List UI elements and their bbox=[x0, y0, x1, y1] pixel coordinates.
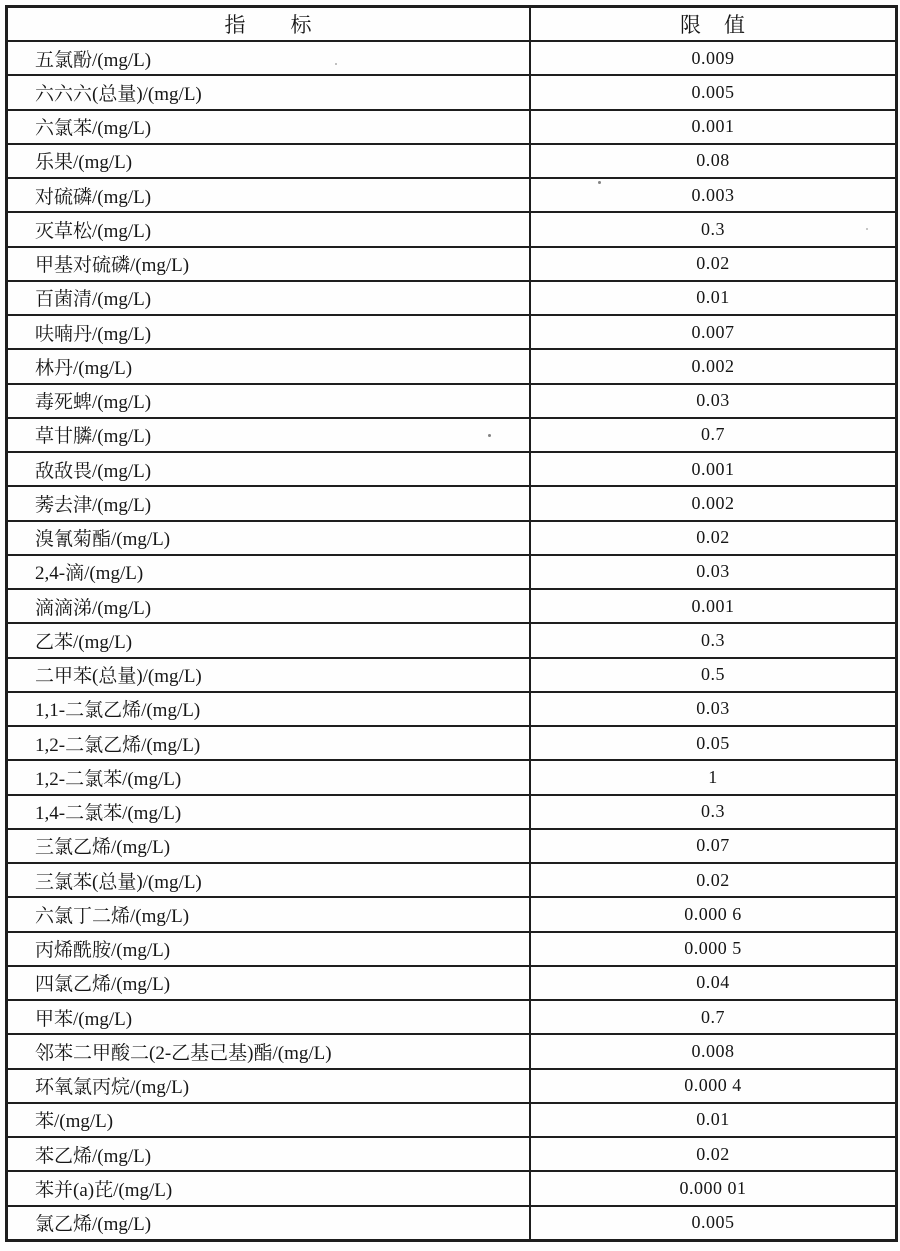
table-row bbox=[7, 1034, 897, 1068]
table-row bbox=[7, 966, 897, 1000]
table-row bbox=[7, 658, 897, 692]
table-row bbox=[7, 212, 897, 246]
table-row bbox=[7, 863, 897, 897]
indicator-cell: 1,1-二氯乙烯/(mg/L) bbox=[7, 692, 531, 726]
limit-cell: 0.000 4 bbox=[530, 1069, 897, 1103]
limit-cell: 0.3 bbox=[530, 212, 897, 246]
limit-cell: 0.03 bbox=[530, 555, 897, 589]
limit-cell: 0.002 bbox=[530, 486, 897, 520]
limit-cell: 0.02 bbox=[530, 863, 897, 897]
indicator-cell: 六氯苯/(mg/L) bbox=[7, 110, 531, 144]
limit-cell: 0.005 bbox=[530, 75, 897, 109]
table-row bbox=[7, 589, 897, 623]
table-row bbox=[7, 144, 897, 178]
table-row bbox=[7, 623, 897, 657]
table-row bbox=[7, 795, 897, 829]
limit-cell: 0.01 bbox=[530, 281, 897, 315]
limit-cell: 0.3 bbox=[530, 795, 897, 829]
limit-cell: 0.003 bbox=[530, 178, 897, 212]
scan-speck bbox=[866, 228, 868, 230]
indicator-cell: 1,2-二氯乙烯/(mg/L) bbox=[7, 726, 531, 760]
indicator-cell: 呋喃丹/(mg/L) bbox=[7, 315, 531, 349]
indicator-cell: 敌敌畏/(mg/L) bbox=[7, 452, 531, 486]
table-row bbox=[7, 247, 897, 281]
indicator-cell: 氯乙烯/(mg/L) bbox=[7, 1206, 531, 1241]
limit-cell: 0.009 bbox=[530, 41, 897, 75]
limit-cell: 0.07 bbox=[530, 829, 897, 863]
limit-cell: 0.02 bbox=[530, 247, 897, 281]
indicator-cell: 1,2-二氯苯/(mg/L) bbox=[7, 760, 531, 794]
indicator-cell: 草甘膦/(mg/L) bbox=[7, 418, 531, 452]
limit-cell: 0.3 bbox=[530, 623, 897, 657]
limit-cell: 0.008 bbox=[530, 1034, 897, 1068]
limit-cell: 0.08 bbox=[530, 144, 897, 178]
table-row bbox=[7, 760, 897, 794]
indicator-cell: 对硫磷/(mg/L) bbox=[7, 178, 531, 212]
limit-cell: 0.03 bbox=[530, 692, 897, 726]
column-header-indicator: 指 标 bbox=[7, 7, 531, 42]
indicator-cell: 1,4-二氯苯/(mg/L) bbox=[7, 795, 531, 829]
indicator-cell: 乙苯/(mg/L) bbox=[7, 623, 531, 657]
table-row bbox=[7, 1206, 897, 1241]
limit-cell: 0.000 5 bbox=[530, 932, 897, 966]
indicator-cell: 三氯苯(总量)/(mg/L) bbox=[7, 863, 531, 897]
table-header bbox=[7, 7, 897, 42]
table-row bbox=[7, 897, 897, 931]
limit-cell: 0.005 bbox=[530, 1206, 897, 1241]
table-row bbox=[7, 281, 897, 315]
table-row bbox=[7, 486, 897, 520]
table-row bbox=[7, 1171, 897, 1205]
table-row bbox=[7, 452, 897, 486]
indicator-cell: 苯/(mg/L) bbox=[7, 1103, 531, 1137]
table-row bbox=[7, 110, 897, 144]
indicator-cell: 滴滴涕/(mg/L) bbox=[7, 589, 531, 623]
indicator-cell: 二甲苯(总量)/(mg/L) bbox=[7, 658, 531, 692]
indicator-cell: 邻苯二甲酸二(2-乙基己基)酯/(mg/L) bbox=[7, 1034, 531, 1068]
column-header-limit: 限 值 bbox=[530, 7, 897, 42]
table-row bbox=[7, 349, 897, 383]
table-row bbox=[7, 384, 897, 418]
limit-cell: 1 bbox=[530, 760, 897, 794]
limit-cell: 0.05 bbox=[530, 726, 897, 760]
scan-speck bbox=[488, 434, 491, 437]
limit-cell: 0.000 01 bbox=[530, 1171, 897, 1205]
scan-speck bbox=[335, 63, 337, 65]
table-row bbox=[7, 692, 897, 726]
limit-cell: 0.7 bbox=[530, 418, 897, 452]
indicator-cell: 乐果/(mg/L) bbox=[7, 144, 531, 178]
table-row bbox=[7, 315, 897, 349]
table-row bbox=[7, 418, 897, 452]
indicator-cell: 六氯丁二烯/(mg/L) bbox=[7, 897, 531, 931]
table-row bbox=[7, 41, 897, 75]
table-body bbox=[7, 41, 897, 1241]
indicator-cell: 苯乙烯/(mg/L) bbox=[7, 1137, 531, 1171]
table-row bbox=[7, 521, 897, 555]
limit-cell: 0.002 bbox=[530, 349, 897, 383]
limit-cell: 0.02 bbox=[530, 521, 897, 555]
limit-cell: 0.5 bbox=[530, 658, 897, 692]
table-row bbox=[7, 1103, 897, 1137]
table-row bbox=[7, 932, 897, 966]
indicator-cell: 四氯乙烯/(mg/L) bbox=[7, 966, 531, 1000]
limit-cell: 0.04 bbox=[530, 966, 897, 1000]
table-row bbox=[7, 1000, 897, 1034]
limit-cell: 0.01 bbox=[530, 1103, 897, 1137]
indicator-cell: 毒死蜱/(mg/L) bbox=[7, 384, 531, 418]
indicator-cell: 三氯乙烯/(mg/L) bbox=[7, 829, 531, 863]
indicator-cell: 百菌清/(mg/L) bbox=[7, 281, 531, 315]
scan-speck bbox=[598, 181, 601, 184]
table-row bbox=[7, 555, 897, 589]
indicator-cell: 甲苯/(mg/L) bbox=[7, 1000, 531, 1034]
indicator-cell: 溴氰菊酯/(mg/L) bbox=[7, 521, 531, 555]
table-row bbox=[7, 1137, 897, 1171]
limit-cell: 0.02 bbox=[530, 1137, 897, 1171]
limit-cell: 0.7 bbox=[530, 1000, 897, 1034]
indicator-cell: 林丹/(mg/L) bbox=[7, 349, 531, 383]
header-row bbox=[7, 7, 897, 42]
limit-cell: 0.007 bbox=[530, 315, 897, 349]
limits-table bbox=[5, 5, 898, 1242]
limit-cell: 0.000 6 bbox=[530, 897, 897, 931]
table-row bbox=[7, 726, 897, 760]
indicator-cell: 甲基对硫磷/(mg/L) bbox=[7, 247, 531, 281]
limit-cell: 0.03 bbox=[530, 384, 897, 418]
limit-cell: 0.001 bbox=[530, 452, 897, 486]
table-row bbox=[7, 1069, 897, 1103]
indicator-cell: 苯并(a)芘/(mg/L) bbox=[7, 1171, 531, 1205]
indicator-cell: 2,4-滴/(mg/L) bbox=[7, 555, 531, 589]
table-row bbox=[7, 829, 897, 863]
table-row bbox=[7, 75, 897, 109]
indicator-cell: 丙烯酰胺/(mg/L) bbox=[7, 932, 531, 966]
indicator-cell: 环氧氯丙烷/(mg/L) bbox=[7, 1069, 531, 1103]
indicator-cell: 六六六(总量)/(mg/L) bbox=[7, 75, 531, 109]
indicator-cell: 五氯酚/(mg/L) bbox=[7, 41, 531, 75]
indicator-cell: 灭草松/(mg/L) bbox=[7, 212, 531, 246]
limit-cell: 0.001 bbox=[530, 589, 897, 623]
indicator-cell: 莠去津/(mg/L) bbox=[7, 486, 531, 520]
limit-cell: 0.001 bbox=[530, 110, 897, 144]
table-row bbox=[7, 178, 897, 212]
